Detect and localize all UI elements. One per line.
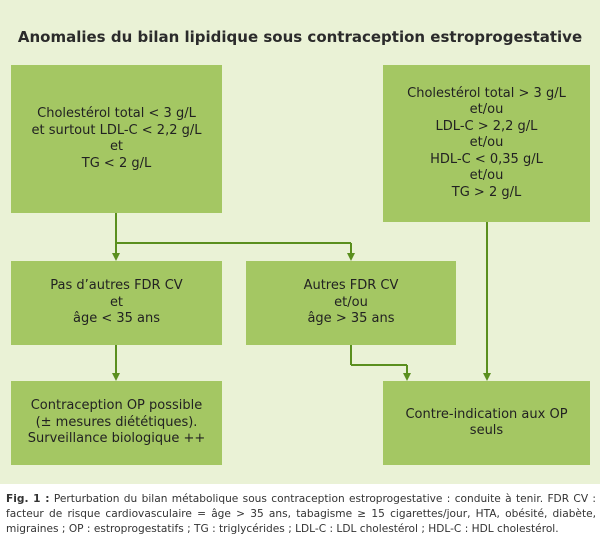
box-cv-risk: Autres FDR CV et/ou âge > 35 ans (246, 261, 456, 345)
figure-caption-text: Perturbation du bilan métabolique sous contraception estroprogestative : conduite à tenir. FDR CV : facteur de risque cardiovasculaire = âge > 35 ans, tabagisme ≥ 15 cigarettes/jour, HTA, obésité, diabète, migraines ; OP : estroprogestatifs ; TG : triglycérides ; LDL-C : LDL cholestérol ; HDL-C : HDL cholestérol. (6, 493, 596, 535)
box-lipid-abnormal: Cholestérol total > 3 g/L et/ou LDL-C > 2,2 g/L et/ou HDL-C < 0,35 g/L et/ou TG > 2 g/L (383, 65, 590, 222)
box-lipid-normal: Cholestérol total < 3 g/L et surtout LDL-C < 2,2 g/L et TG < 2 g/L (11, 65, 222, 213)
box-op-possible: Contraception OP possible (± mesures diététiques). Surveillance biologique ++ (11, 381, 222, 465)
box-contraindication: Contre-indication aux OP seuls (383, 381, 590, 465)
box-no-cv-risk: Pas d’autres FDR CV et âge < 35 ans (11, 261, 222, 345)
figure-label: Fig. 1 : (6, 493, 50, 505)
figure-caption (6, 492, 596, 537)
diagram-title: Anomalies du bilan lipidique sous contraception estroprogestative (17, 28, 583, 46)
